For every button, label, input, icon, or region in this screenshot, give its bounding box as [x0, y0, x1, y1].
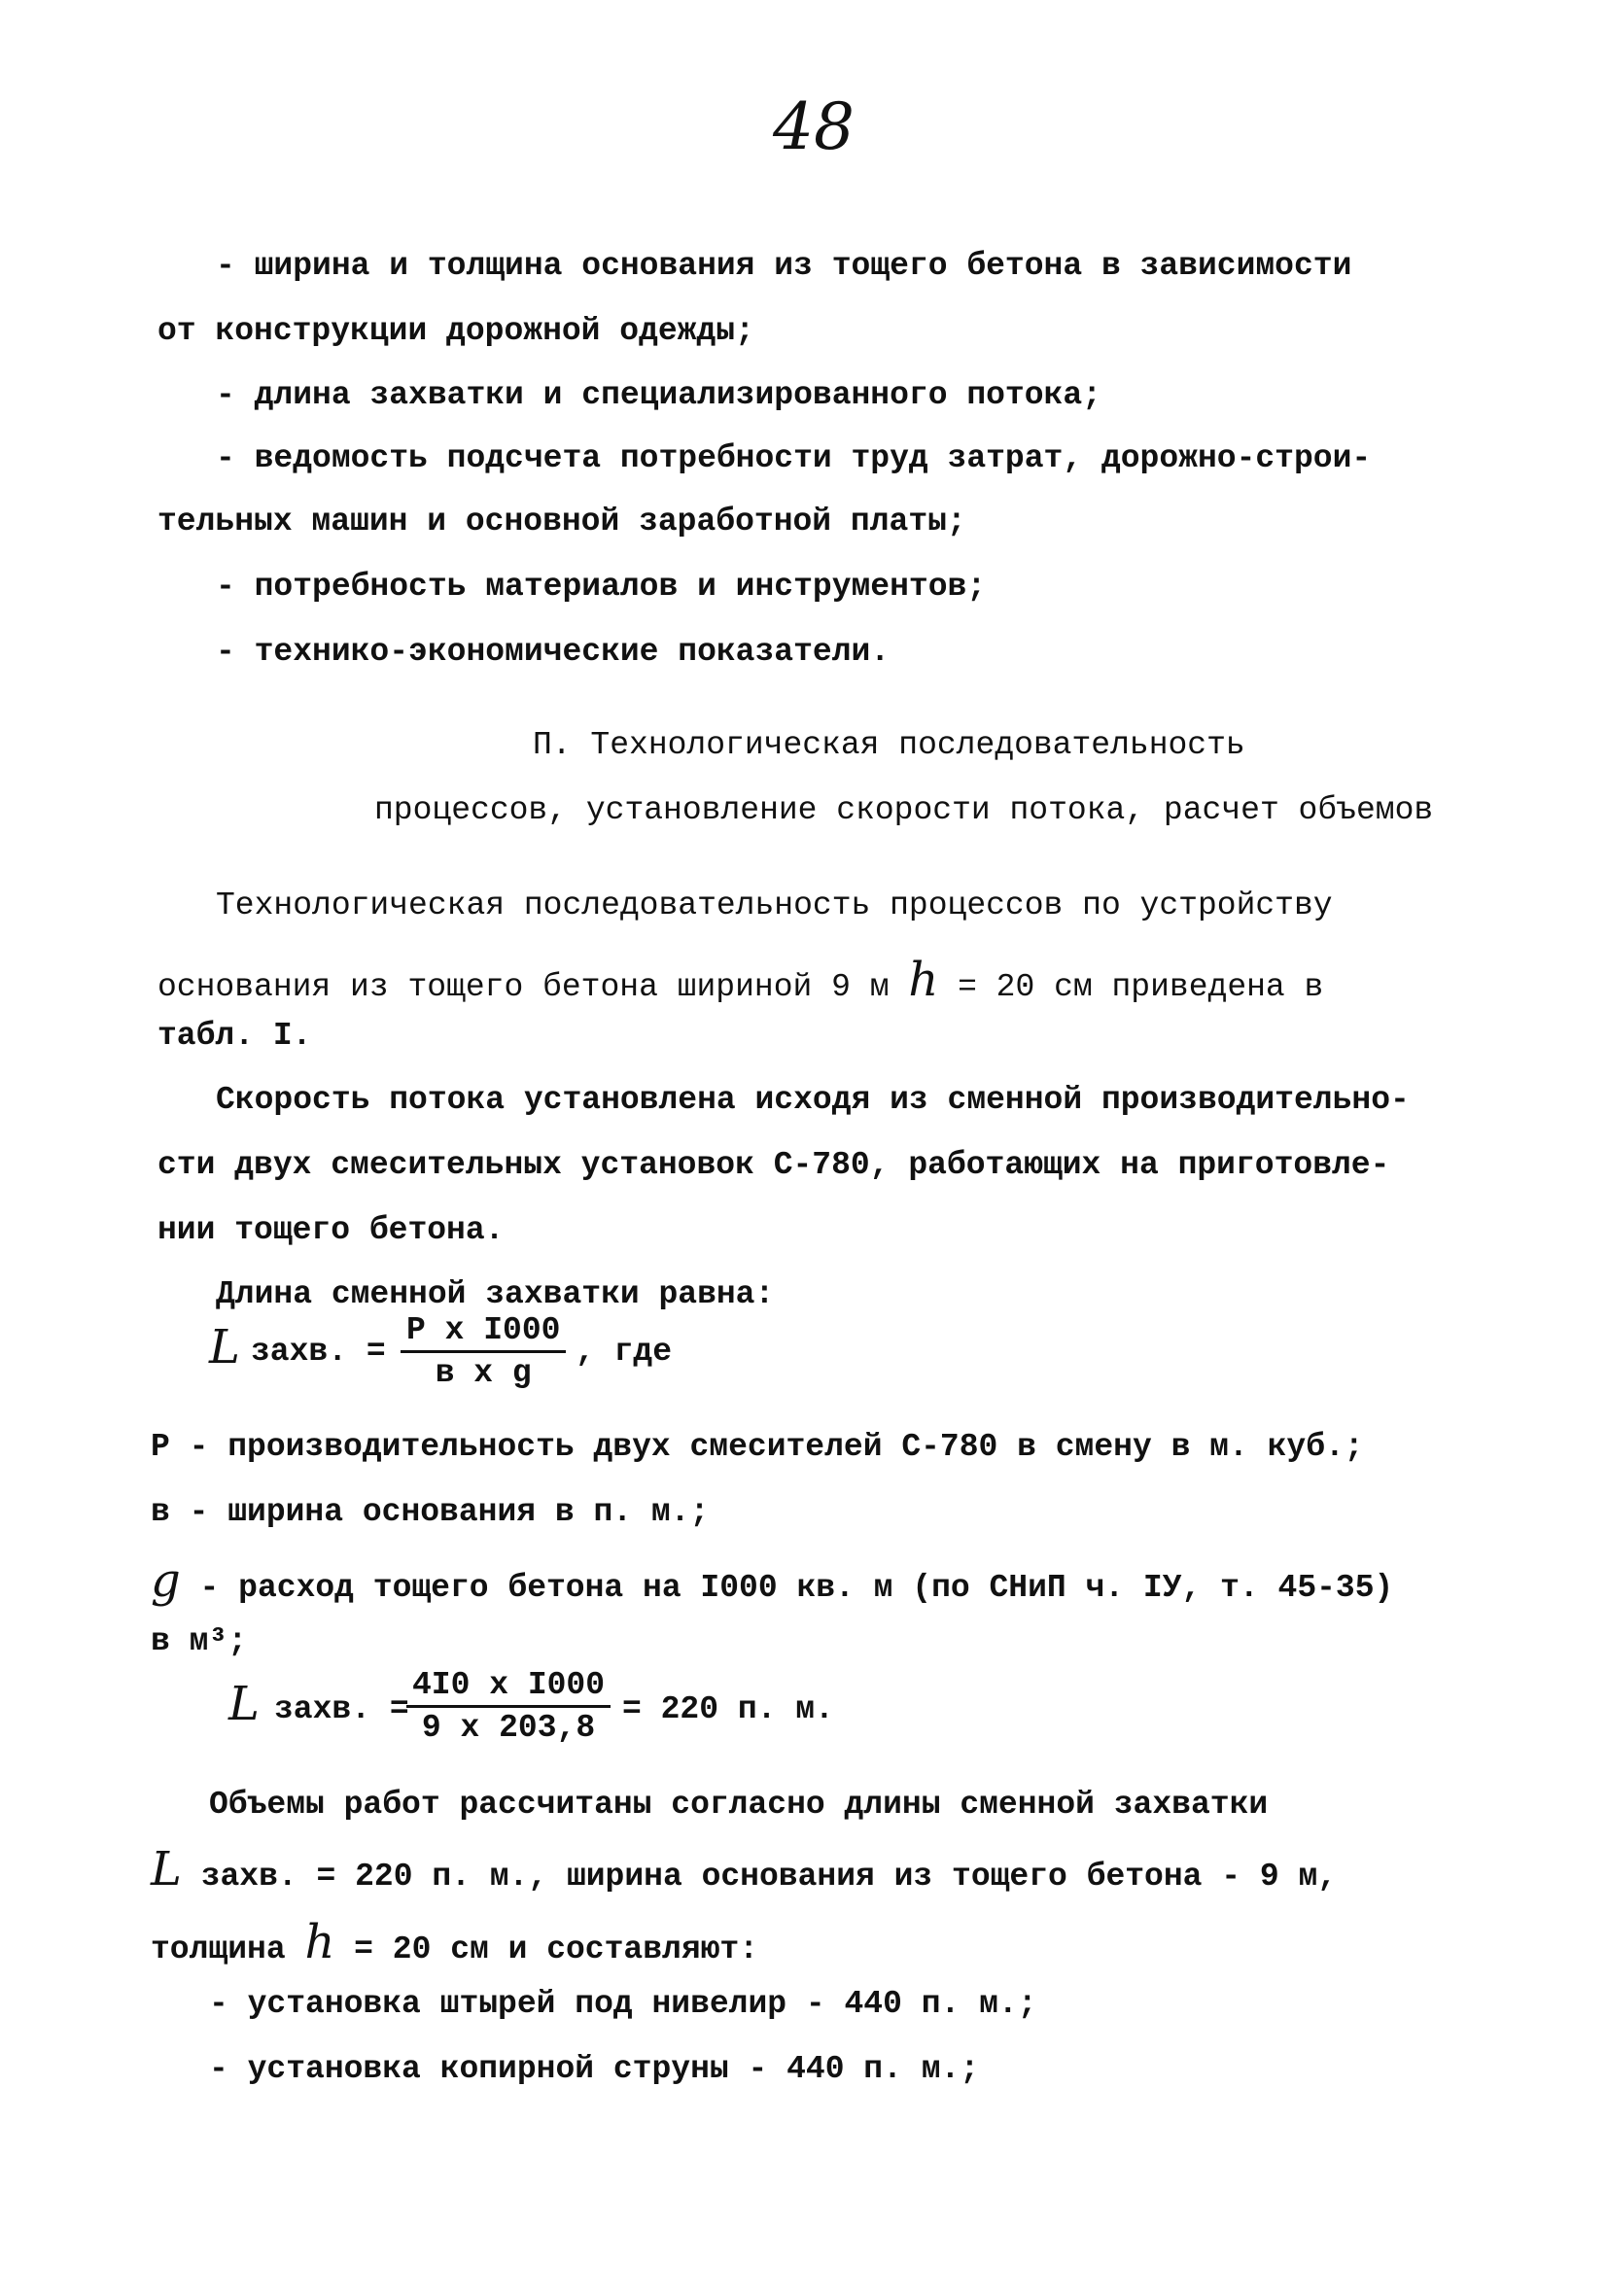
page-number: 48 [773, 89, 855, 164]
thickness-symbol-2: h [304, 1915, 335, 1969]
formula1-label: захв. = [251, 1334, 386, 1370]
definition-g-cont: в м³; [151, 1623, 248, 1659]
definition-b: в - ширина основания в п. м.; [151, 1494, 710, 1530]
formula2-label: захв. = [274, 1691, 409, 1727]
formula1-denominator: в х g [435, 1355, 532, 1391]
formula2-result: = 220 п. м. [622, 1691, 834, 1727]
list-item-length: - длина захватки и специализированного потока; [216, 377, 1101, 413]
formula1-symbol: L [209, 1320, 240, 1374]
list-item-statement: - ведомость подсчета потребности труд затрат, дорожно-строи- [216, 440, 1372, 476]
para3-line3-text-a: толщина [151, 1931, 286, 1967]
list-item-width-thickness-cont: от конструкции дорожной одежды; [157, 313, 754, 349]
para1-line2 [157, 953, 1323, 1007]
para1-line2-text-a: основания из тощего бетона шириной 9 м [157, 969, 890, 1005]
section-heading-line1: П. Технологическая последовательность [533, 727, 1245, 763]
thickness-symbol: h [908, 953, 939, 1007]
formula2-symbol: L [228, 1677, 260, 1731]
formula1-intro: Длина сменной захватки равна: [216, 1276, 775, 1312]
formula2-numerator: 4I0 х I000 [406, 1667, 611, 1708]
para2-line2: сти двух смесительных установок С-780, работающих на приготовле- [157, 1147, 1390, 1183]
para3-line2 [151, 1842, 1337, 1896]
para1-line1: Технологическая последовательность процессов по устройству [216, 887, 1333, 923]
list-item-string: - установка копирной струны - 440 п. м.; [209, 2051, 980, 2087]
list-item-statement-cont: тельных машин и основной заработной платы; [157, 504, 966, 539]
para1-line2-text-b: = 20 см приведена в [958, 969, 1324, 1005]
definition-g-text: - расход тощего бетона на I000 кв. м (по СНиП ч. IУ, т. 45-35) [199, 1570, 1394, 1606]
para1-line3: табл. I. [157, 1018, 312, 1054]
formula1-numerator: Р х I000 [401, 1312, 566, 1353]
list-item-width-thickness: - ширина и толщина основания из тощего бетона в зависимости [216, 248, 1352, 284]
para3-line3 [151, 1915, 758, 1969]
para2-line1: Скорость потока установлена исходя из сменной производительно- [216, 1082, 1410, 1118]
section-heading-line2: процессов, установление скорости потока, расчет объемов [374, 792, 1434, 828]
para3-line1: Объемы работ рассчитаны согласно длины сменной захватки [209, 1787, 1269, 1823]
formula1-suffix: , где [576, 1334, 673, 1370]
length-symbol: L [151, 1842, 182, 1896]
para2-line3: нии тощего бетона. [157, 1212, 505, 1248]
consumption-symbol: g [151, 1553, 181, 1608]
list-item-pins: - установка штырей под нивелир - 440 п. м.; [209, 1986, 1037, 2022]
list-item-materials: - потребность материалов и инструментов; [216, 569, 987, 605]
definition-p: Р - производительность двух смесителей С-780 в смену в м. куб.; [151, 1429, 1364, 1465]
formula2-denominator: 9 х 203,8 [421, 1710, 596, 1746]
formula1-fraction [401, 1312, 566, 1391]
list-item-indicators: - технико-экономические показатели. [216, 634, 891, 670]
definition-g [151, 1553, 1393, 1608]
formula2-fraction [406, 1667, 611, 1746]
para3-line3-text-b: = 20 см и составляют: [354, 1931, 759, 1967]
para3-line2-text: захв. = 220 п. м., ширина основания из тощего бетона - 9 м, [200, 1859, 1338, 1895]
